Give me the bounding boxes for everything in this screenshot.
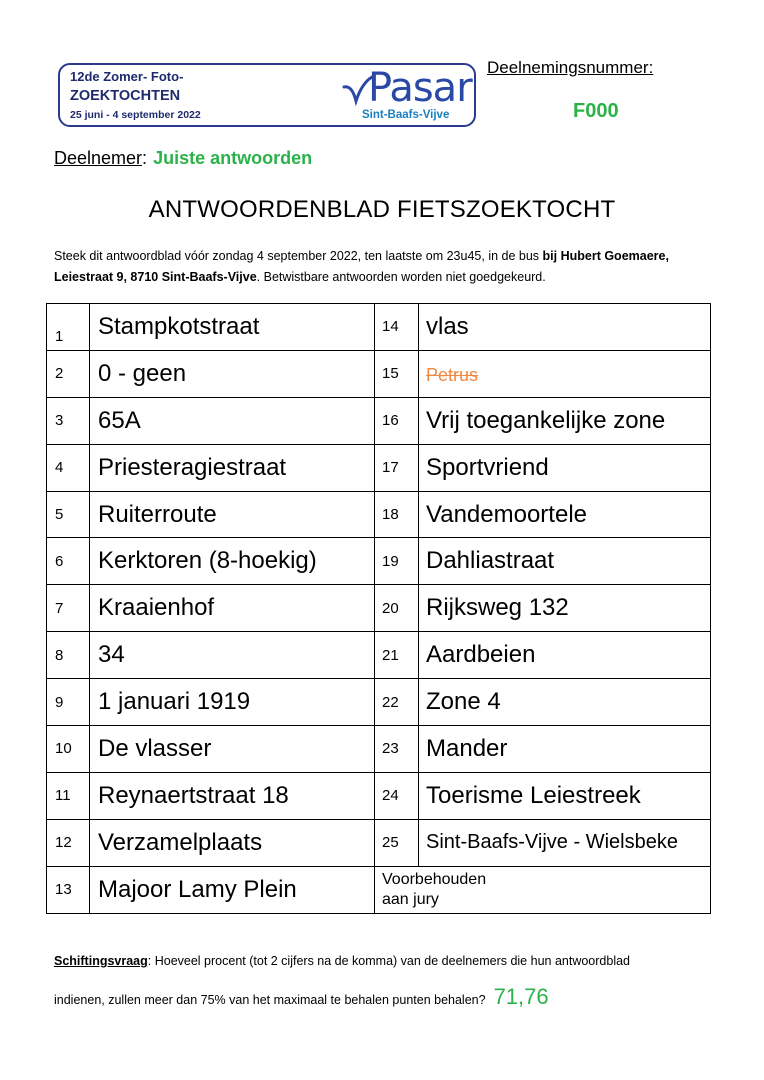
question-number: 7: [47, 585, 90, 632]
answer-cell: Vandemoortele: [419, 491, 711, 538]
answer-cell: Kerktoren (8-hoekig): [90, 538, 375, 585]
participant-label: Deelnemer: [54, 148, 143, 168]
question-number: 5: [47, 491, 90, 538]
answer-cell: Ruiterroute: [90, 491, 375, 538]
participant-line: [54, 148, 312, 169]
question-number: 24: [375, 772, 419, 819]
question-number: 20: [375, 585, 419, 632]
answer-cell: Verzamelplaats: [90, 819, 375, 866]
participation-number-label: Deelnemingsnummer:: [487, 58, 654, 77]
badge-dates: 25 juni - 4 september 2022: [70, 109, 201, 121]
page-title: ANTWOORDENBLAD FIETSZOEKTOCHT: [148, 196, 616, 223]
jury-line-1: Voorbehouden: [382, 870, 487, 888]
question-number: 18: [375, 491, 419, 538]
table-row: [47, 491, 711, 538]
question-number: 10: [47, 726, 90, 773]
question-number: 13: [47, 866, 90, 913]
answer-cell: Toerisme Leiestreek: [419, 772, 711, 819]
tiebreaker-text-2: indienen, zullen meer dan 75% van het maximaal te behalen punten behalen?: [54, 993, 486, 1007]
question-number: 16: [375, 397, 419, 444]
table-row: [47, 350, 711, 397]
instructions-text-2: . Betwistbare antwoorden worden niet goedgekeurd.: [256, 270, 546, 284]
logo-subtitle: Sint-Baafs-Vijve: [362, 109, 450, 121]
instructions-text-1: Steek dit antwoordblad vóór zondag 4 september 2022, ten laatste om 23u45, in de bus: [54, 249, 543, 263]
struck-answer: Petrus: [426, 364, 479, 385]
answer-cell: De vlasser: [90, 726, 375, 773]
table-row: [47, 866, 711, 913]
answer-cell: Vrij toegankelijke zone: [419, 397, 711, 444]
table-row: [47, 538, 711, 585]
answer-cell: Reynaertstraat 18: [90, 772, 375, 819]
question-number: 23: [375, 726, 419, 773]
participation-number-value: F000: [573, 100, 619, 122]
answer-cell: Kraaienhof: [90, 585, 375, 632]
question-number: 4: [47, 444, 90, 491]
answer-cell: Priesteragiestraat: [90, 444, 375, 491]
table-row: [47, 444, 711, 491]
badge-line-2: ZOEKTOCHTEN: [70, 88, 181, 104]
answer-cell: 1 januari 1919: [90, 679, 375, 726]
question-number: 3: [47, 397, 90, 444]
tiebreaker-label: Schiftingsvraag: [54, 954, 148, 968]
instructions-address: bij Hubert Goemaere, Leiestraat 9, 8710 Sint-Baafs-Vijve: [54, 249, 669, 284]
answers-table: [46, 303, 711, 914]
answer-cell: 34: [90, 632, 375, 679]
tiebreaker-answer: 71,76: [493, 984, 549, 1009]
tiebreaker-question: [54, 954, 734, 968]
answer-cell: Mander: [419, 726, 711, 773]
jury-reserved-cell: [375, 866, 711, 913]
answer-cell: 65A: [90, 397, 375, 444]
logo-text: Pasar: [368, 65, 472, 111]
answer-cell: Dahliastraat: [419, 538, 711, 585]
question-number: 12: [47, 819, 90, 866]
question-number: 11: [47, 772, 90, 819]
table-row: [47, 585, 711, 632]
table-row: [47, 819, 711, 866]
table-row: [47, 772, 711, 819]
question-number: 17: [375, 444, 419, 491]
table-row: [47, 679, 711, 726]
answer-cell: Sint-Baafs-Vijve - Wielsbeke: [419, 819, 711, 866]
answer-cell: Stampkotstraat: [90, 304, 375, 351]
answer-cell: [419, 350, 711, 397]
instructions: [54, 246, 714, 288]
answer-cell: vlas: [419, 304, 711, 351]
answer-cell: Rijksweg 132: [419, 585, 711, 632]
tiebreaker-question-cont: [54, 984, 549, 1010]
event-badge: [58, 63, 476, 127]
question-number: 19: [375, 538, 419, 585]
question-number: 8: [47, 632, 90, 679]
answer-cell: Aardbeien: [419, 632, 711, 679]
participant-value: Juiste antwoorden: [153, 148, 313, 168]
answer-cell: Majoor Lamy Plein: [90, 866, 375, 913]
question-number: 1: [47, 304, 90, 351]
question-number: 22: [375, 679, 419, 726]
question-number: 15: [375, 350, 419, 397]
question-number: 6: [47, 538, 90, 585]
table-row: [47, 304, 711, 351]
answer-cell: Zone 4: [419, 679, 711, 726]
table-row: [47, 632, 711, 679]
table-row: [47, 397, 711, 444]
question-number: 25: [375, 819, 419, 866]
question-number: 2: [47, 350, 90, 397]
badge-line-1: 12de Zomer- Foto-: [70, 69, 184, 84]
question-number: 14: [375, 304, 419, 351]
question-number: 21: [375, 632, 419, 679]
question-number: 9: [47, 679, 90, 726]
answer-cell: Sportvriend: [419, 444, 711, 491]
answer-cell: 0 - geen: [90, 350, 375, 397]
table-row: [47, 726, 711, 773]
jury-line-2: aan jury: [382, 890, 439, 908]
tiebreaker-text-1: : Hoeveel procent (tot 2 cijfers na de komma) van de deelnemers die hun antwoordblad: [147, 954, 630, 968]
participant-colon: :: [142, 148, 148, 168]
